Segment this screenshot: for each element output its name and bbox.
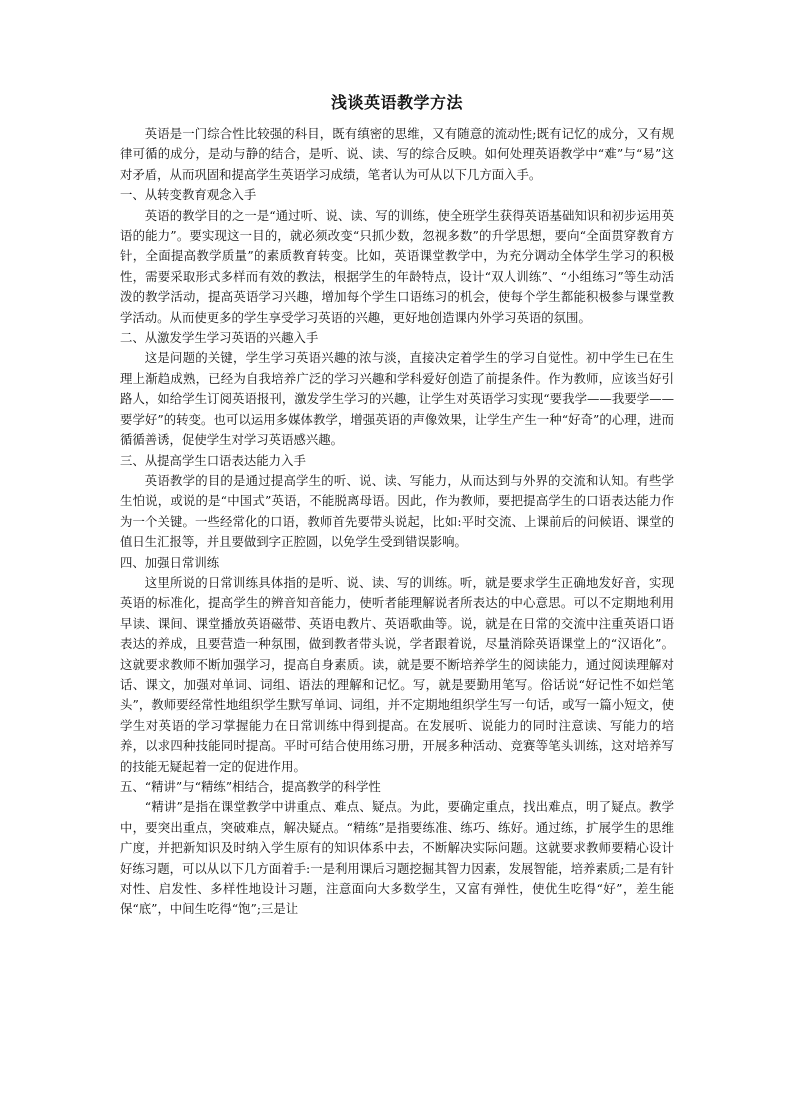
section-5-heading: 五、“精讲”与“精练”相结合，提高教学的科学性 [120,779,381,794]
section-1-body: 英语的教学目的之一是“通过听、说、读、写的训练，使全班学生获得英语基础知识和初步运用英语的能力”。要实现这一目的，就必须改变“只抓少数，忽视多数”的升学思想，要向“全面贯穿教育方针，全面提高教学质量”的素质教育转变。比如，英语课堂教学中，为充分调动全体学生学习的积极性，需要采取形式多样而有效的教法，根据学生的年龄特点，设计“双人训练”、“小组练习”等生动活泼的教学活动，提高英语学习兴趣，增加每个学生口语练习的机会，使每个学生都能积极参与课堂教学活动。从而使更多的学生享受学习英语的兴趣，更好地创造课内外学习英语的氛围。 [120,207,674,325]
document-title: 浅谈英语教学方法 [330,93,463,112]
section-2-heading: 二、从激发学生学习英语的兴趣入手 [120,330,319,346]
document-page [120,92,674,920]
section-5-body: “精讲”是指在课堂教学中讲重点、难点、疑点。为此，要确定重点，找出难点，明了疑点。教学中，要突出重点，突破难点，解决疑点。“精练”是指要练准、练巧、练好。通过练，扩展学生的思维广度，并把新知识及时纳入学生原有的知识体系中去，不断解决实际问题。这就要求教师要精心设计好练习题，可以从以下几方面着手:一是利用课后习题挖掘其智力因素，发展智能，培养素质;二是有针对性、启发性、多样性地设计习题，注意面向大多数学生，又富有弹性，使优生吃得“好”，差生能保“底”，中间生吃得“饱”;三是让 [120,799,674,917]
section-4-body: 这里所说的日常训练具体指的是听、说、读、写的训练。听，就是要求学生正确地发好音，实现英语的标准化，提高学生的辨音知音能力，使听者能理解说者所表达的中心意思。可以不定期地利用早读、课间、课堂播放英语磁带、英语电教片、英语歌曲等。说，就是在日常的交流中注重英语口语表达的养成，且要营造一种氛围，做到教者带头说，学者跟着说，尽量消除英语课堂上的“汉语化”。这就要求教师不断加强学习，提高自身素质。读，就是要不断培养学生的阅读能力，通过阅读理解对话、课文，加强对单词、词组、语法的理解和记忆。写，就是要勤用笔写。俗话说“好记性不如烂笔头”，教师要经常性地组织学生默写单词、词组，并不定期地组织学生写一句话，或写一篇小短文，使学生对英语的学习掌握能力在日常训练中得到提高。在发展听、说能力的同时注意读、写能力的培养，以求四种技能同时提高。平时可结合使用练习册，开展多种活动、竞赛等笔头训练，这对培养写的技能无疑起着一定的促进作用。 [120,574,674,774]
section-4-heading: 四、加强日常训练 [120,554,220,570]
section-1-heading: 一、从转变教育观念入手 [120,187,257,203]
intro-paragraph: 英语是一门综合性比较强的科目，既有缜密的思维，又有随意的流动性;既有记忆的成分，又有规律可循的成分，是动与静的结合，是听、说、读、写的综合反映。如何处理英语教学中“难”与“易”这对矛盾，从而巩固和提高学生英语学习成绩，笔者认为可从以下几方面入手。 [120,126,674,182]
section-2-body: 这是问题的关键，学生学习英语兴趣的浓与淡，直接决定着学生的学习自觉性。初中学生已在生理上渐趋成熟，已经为自我培养广泛的学习兴趣和学科爱好创造了前提条件。作为教师，应该当好引路人，如给学生订阅英语报刊，激发学生学习的兴趣，让学生对英语学习实现“要我学——我要学——要学好”的转变。也可以运用多媒体教学，增强英语的声像效果，让学生产生一种“好奇”的心理，进而循循善诱，促使学生对学习英语感兴趣。 [120,350,674,448]
section-3-heading: 三、从提高学生口语表达能力入手 [120,452,306,468]
section-3-body: 英语教学的目的是通过提高学生的听、说、读、写能力，从而达到与外界的交流和认知。有些学生怕说，或说的是“中国式”英语，不能脱离母语。因此，作为教师，要把提高学生的口语表达能力作为一个关键。一些经常化的口语，教师首先要带头说起，比如:平时交流、上课前后的问候语、课堂的值日生汇报等，并且要做到字正腔圆，以免学生受到错误影响。 [120,472,674,550]
